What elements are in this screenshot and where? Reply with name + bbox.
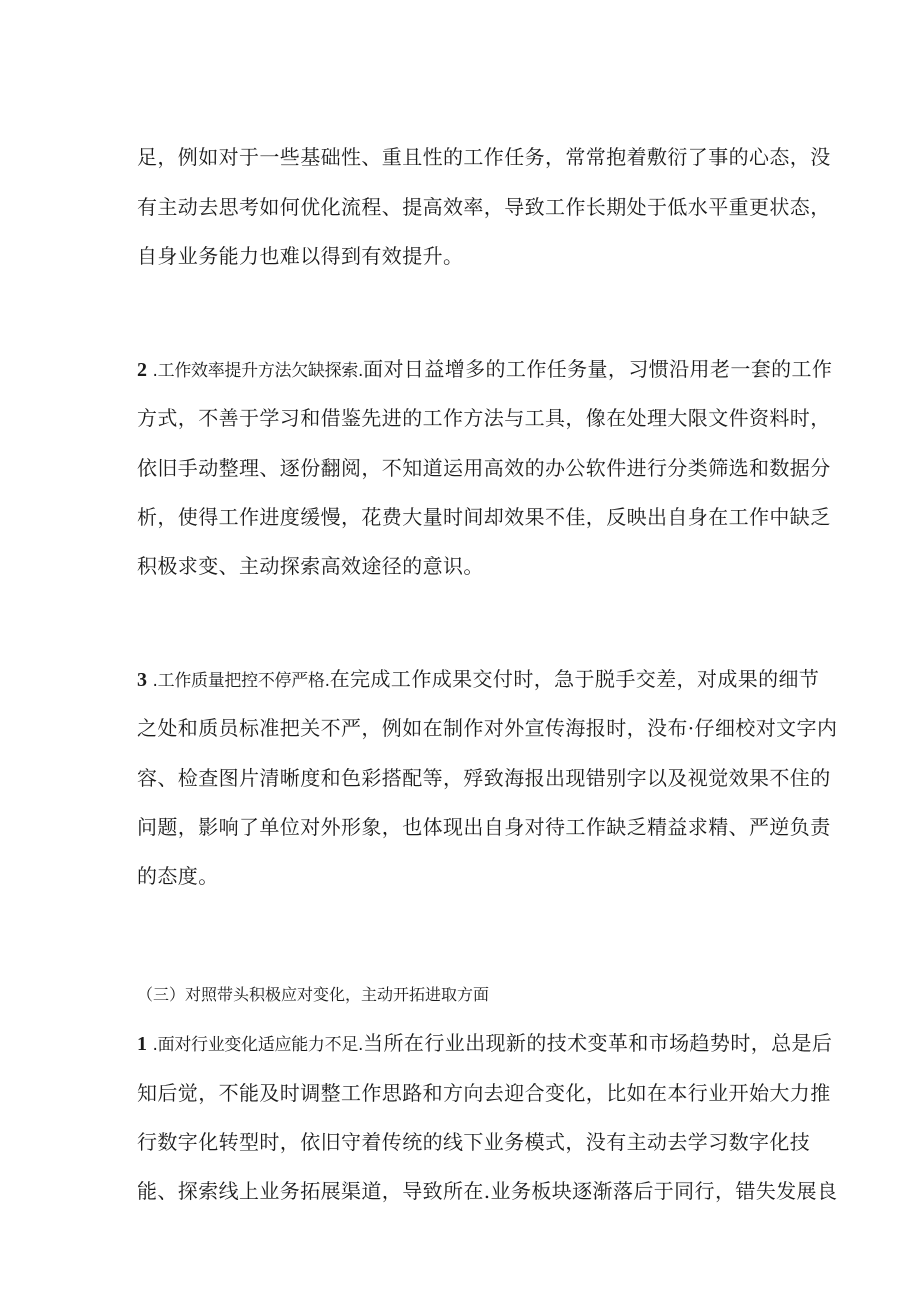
paragraph-line: 知后觉，不能及时调整工作思路和方向去迎合变化，比如在本行业开始大力推 xyxy=(137,1081,831,1105)
item-lead-heading: .工作效率提升方法欠缺探索. xyxy=(147,361,364,381)
paragraph-line: 有主动去思考如何优化流程、提高效率，导致工作长期处于低水平重更状态， xyxy=(137,195,831,219)
item-number: 3 xyxy=(137,669,148,691)
paragraph-line: 方式，不善于学习和借鉴先进的工作方法与工具，像在处理大限文件资料时， xyxy=(137,406,831,430)
paragraph-line: 析，使得工作进度缓慢，花费大量时间却效果不佳，反映出自身在工作中缺乏 xyxy=(137,505,831,529)
item-text: 面对日益增多的工作任务量，习惯沿用老一套的工作 xyxy=(363,357,833,381)
item-lead-heading: .面对行业变化适应能力不足. xyxy=(147,1035,364,1055)
paragraph-line: 足，例如对于一些基础性、重且性的工作任务，常常抱着敷衍了事的心态，没 xyxy=(137,145,831,169)
section-heading: （三）对照带头积极应对变化，主动开拓进取方面 xyxy=(137,985,490,1004)
paragraph-line: 行数字化转型时，依旧守着传统的线下业务模式，没有主动去学习数字化技 xyxy=(137,1130,811,1154)
paragraph-line: 之处和质员标准把关不严，例如在制作对外宣传海报时，没布·仔细校对文字内 xyxy=(137,716,838,740)
item-text: 当所在行业出现新的技术变革和市场趋势时，总是后 xyxy=(363,1031,833,1055)
item-number: 1 xyxy=(137,1033,148,1055)
item-text: 在完成工作成果交付时，急于脱手交差，对成果的细节 xyxy=(329,667,820,691)
paragraph-line: 容、检查图片清晰度和色彩搭配等，殍致海报出现错别字以及视觉效果不住的 xyxy=(137,766,831,790)
item-number: 2 xyxy=(137,359,148,381)
paragraph-line: 积极求变、主动探索高效途径的意识。 xyxy=(137,554,484,578)
paragraph-line: 依旧手动整理、逐份翻阅，不知道运用高效的办公软件进行分类筛选和数据分 xyxy=(137,456,831,480)
list-item-first-line xyxy=(137,666,820,694)
list-item-first-line xyxy=(137,1030,833,1058)
paragraph-line: 能、探索线上业务拓展渠道，导致所在.业务板块逐渐落后于同行，错失发展良 xyxy=(137,1179,838,1203)
paragraph-line: 问题，影响了单位对外形象，也体现出自身对待工作缺乏精益求精、严逆负责 xyxy=(137,815,831,839)
paragraph-line: 自身业务能力也难以得到有效提升。 xyxy=(137,244,464,268)
paragraph-line: 的态度。 xyxy=(137,864,219,888)
list-item-first-line xyxy=(137,356,833,384)
item-lead-heading: .工作质量把控不停严格. xyxy=(147,671,330,691)
